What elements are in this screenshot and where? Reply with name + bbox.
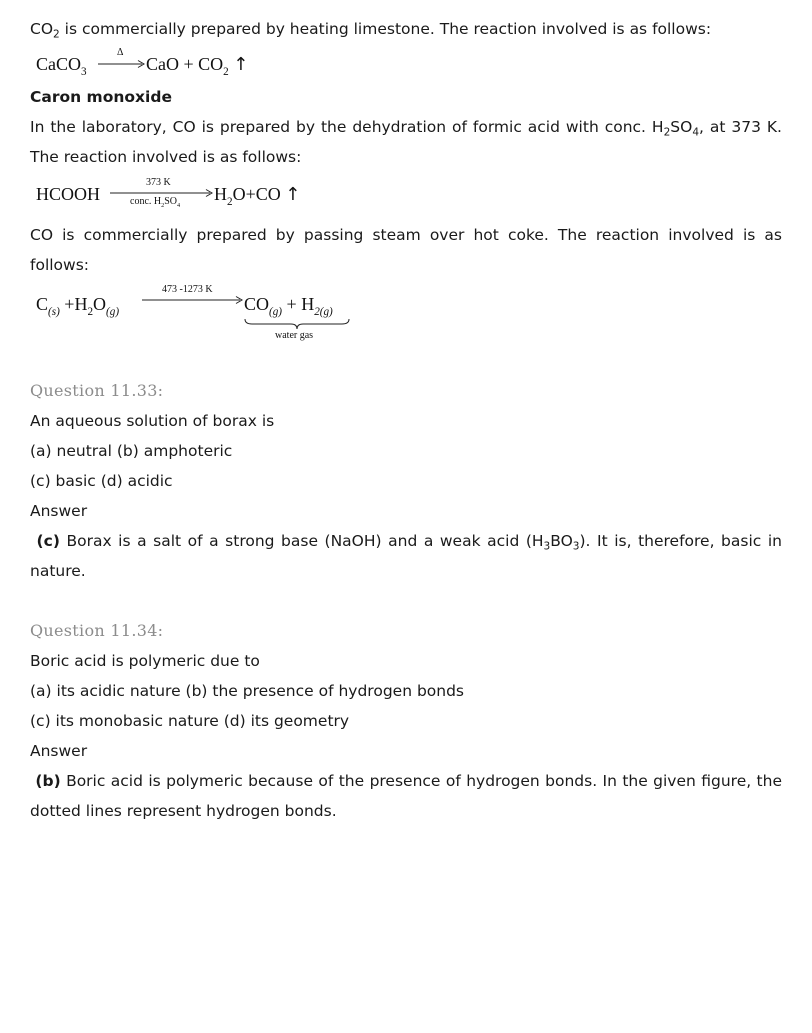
water-gas-brace: [244, 316, 350, 330]
reaction-arrow: 473 -1273 K: [142, 286, 246, 316]
equation-formic-acid: HCOOH 373 K conc. $H_2SO_4$ $H_2O+CO$ ↑: [36, 174, 782, 220]
co-commercial-text: CO is commercially prepared by passing steam over hot coke. The reaction involved is as follows:: [30, 226, 782, 274]
equation-limestone: CaCO$_3$ Δ CaO + $CO_2$ ↑: [36, 47, 249, 79]
answer-label: Answer: [30, 742, 88, 760]
question-options: (a) neutral (b) amphoteric: [30, 442, 233, 460]
equation-water-gas: $C_{(s)} +H_2O_{(g)}$ 473 -1273 K $CO_{(g)} + H_{2(g)}$ water gas: [36, 286, 782, 350]
question-options: (c) its monobasic nature (d) its geometry: [30, 712, 350, 730]
gas-evolved-arrow-icon: ↑: [285, 184, 301, 205]
question-options: (a) its acidic nature (b) the presence of hydrogen bonds: [30, 682, 464, 700]
question-text: An aqueous solution of borax is: [30, 412, 275, 430]
section-heading-carbon-monoxide: Caron monoxide: [30, 88, 172, 106]
question-options: (c) basic (d) acidic: [30, 472, 173, 490]
co2-intro-text: $CO_2$ is commercially prepared by heating limestone. The reaction involved is as follows:: [30, 20, 712, 41]
question-label: Question 11.33:: [30, 381, 164, 400]
question-label: Question 11.34:: [30, 621, 164, 640]
answer-text: (b) Boric acid is polymeric because of the presence of hydrogen bonds. In the given figure, the dotted lines represent hydrogen bonds.: [30, 772, 782, 820]
answer-key: (c): [36, 532, 60, 550]
co-lab-prep-text: In the laboratory, CO is prepared by the dehydration of formic acid with conc. $H_2SO_4$, at 373 K. The reaction involved is as follows:: [30, 118, 782, 166]
answer-text: (c) Borax is a salt of a strong base (NaOH) and a weak acid $(H_3BO_3)$. It is, therefore, basic in nature.: [30, 532, 782, 580]
gas-evolved-arrow-icon: ↑: [233, 54, 249, 75]
document-page: [30, 14, 782, 826]
answer-label: Answer: [30, 502, 88, 520]
question-text: Boric acid is polymeric due to: [30, 652, 260, 670]
reaction-arrow: 373 K conc. $H_2SO_4$: [110, 174, 216, 214]
reaction-arrow: Δ: [98, 46, 148, 76]
answer-key: (b): [35, 772, 61, 790]
